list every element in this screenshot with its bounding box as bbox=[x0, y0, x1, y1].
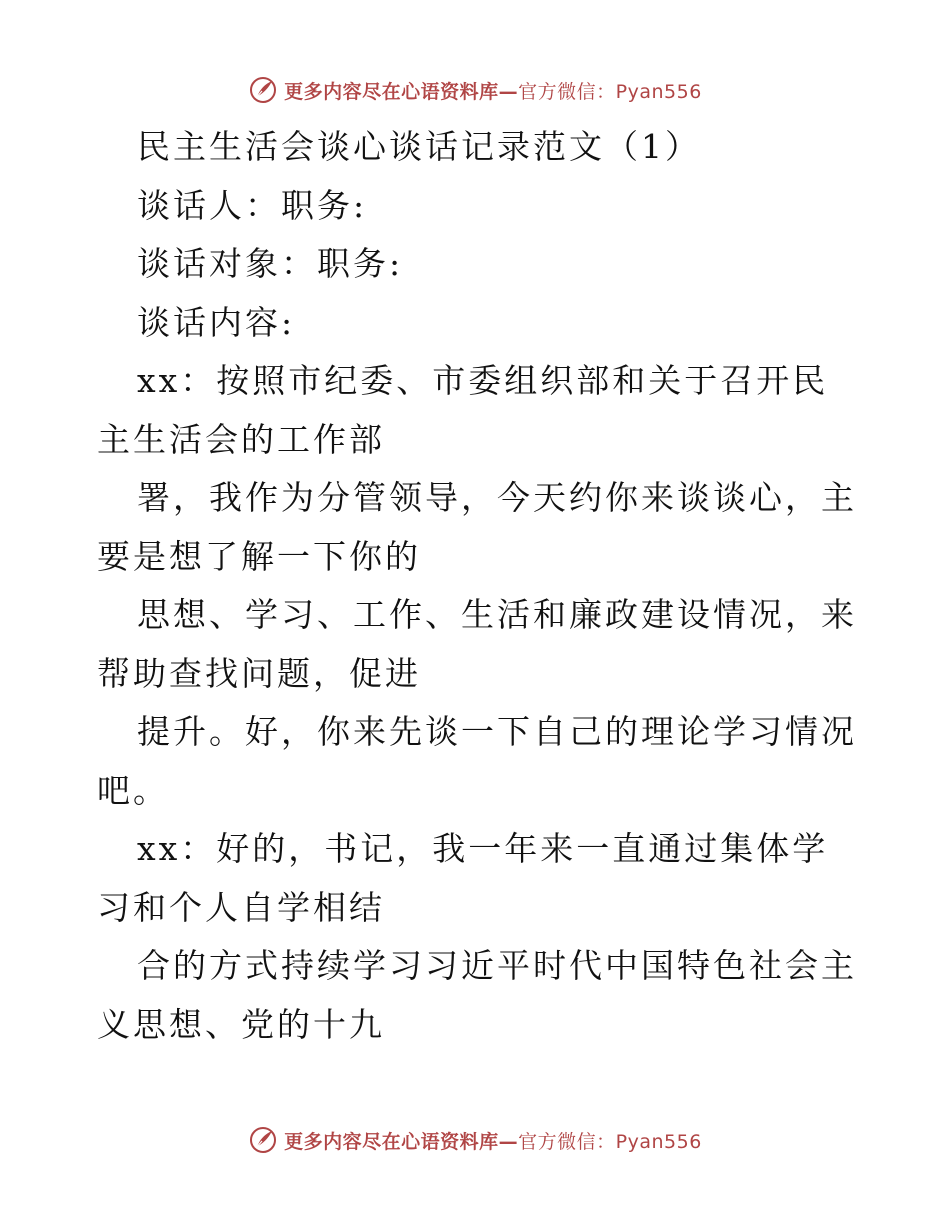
feather-pen-logo-icon bbox=[248, 75, 278, 105]
header-watermark bbox=[0, 70, 950, 110]
feather-pen-logo-icon bbox=[248, 1125, 278, 1155]
document-body bbox=[97, 118, 857, 1054]
paragraph: 思想、学习、工作、生活和廉政建设情况，来帮助查找问题，促进 bbox=[97, 595, 857, 693]
speaker-field: 谈话人：职务: bbox=[137, 185, 368, 225]
watermark-text: 更多内容尽在心语资料库—官方微信：Pyan556 bbox=[284, 80, 702, 103]
paragraph: 合的方式持续学习习近平时代中国特色社会主义思想、党的十九 bbox=[97, 946, 857, 1044]
content-heading: 谈话内容: bbox=[137, 302, 296, 342]
paragraph: 署，我作为分管领导，今天约你来谈谈心，主要是想了解一下你的 bbox=[97, 478, 857, 576]
watermark-text: 更多内容尽在心语资料库—官方微信：Pyan556 bbox=[284, 1130, 702, 1153]
paragraph: xx：好的，书记，我一年来一直通过集体学习和个人自学相结 bbox=[97, 829, 829, 927]
footer-watermark bbox=[0, 1120, 950, 1160]
document-title: 民主生活会谈心谈话记录范文（1） bbox=[137, 127, 701, 166]
paragraph: 提升。好，你来先谈一下自己的理论学习情况吧。 bbox=[97, 712, 857, 810]
paragraph: xx：按照市纪委、市委组织部和关于召开民主生活会的工作部 bbox=[97, 361, 829, 459]
interviewee-field: 谈话对象：职务: bbox=[137, 244, 404, 283]
